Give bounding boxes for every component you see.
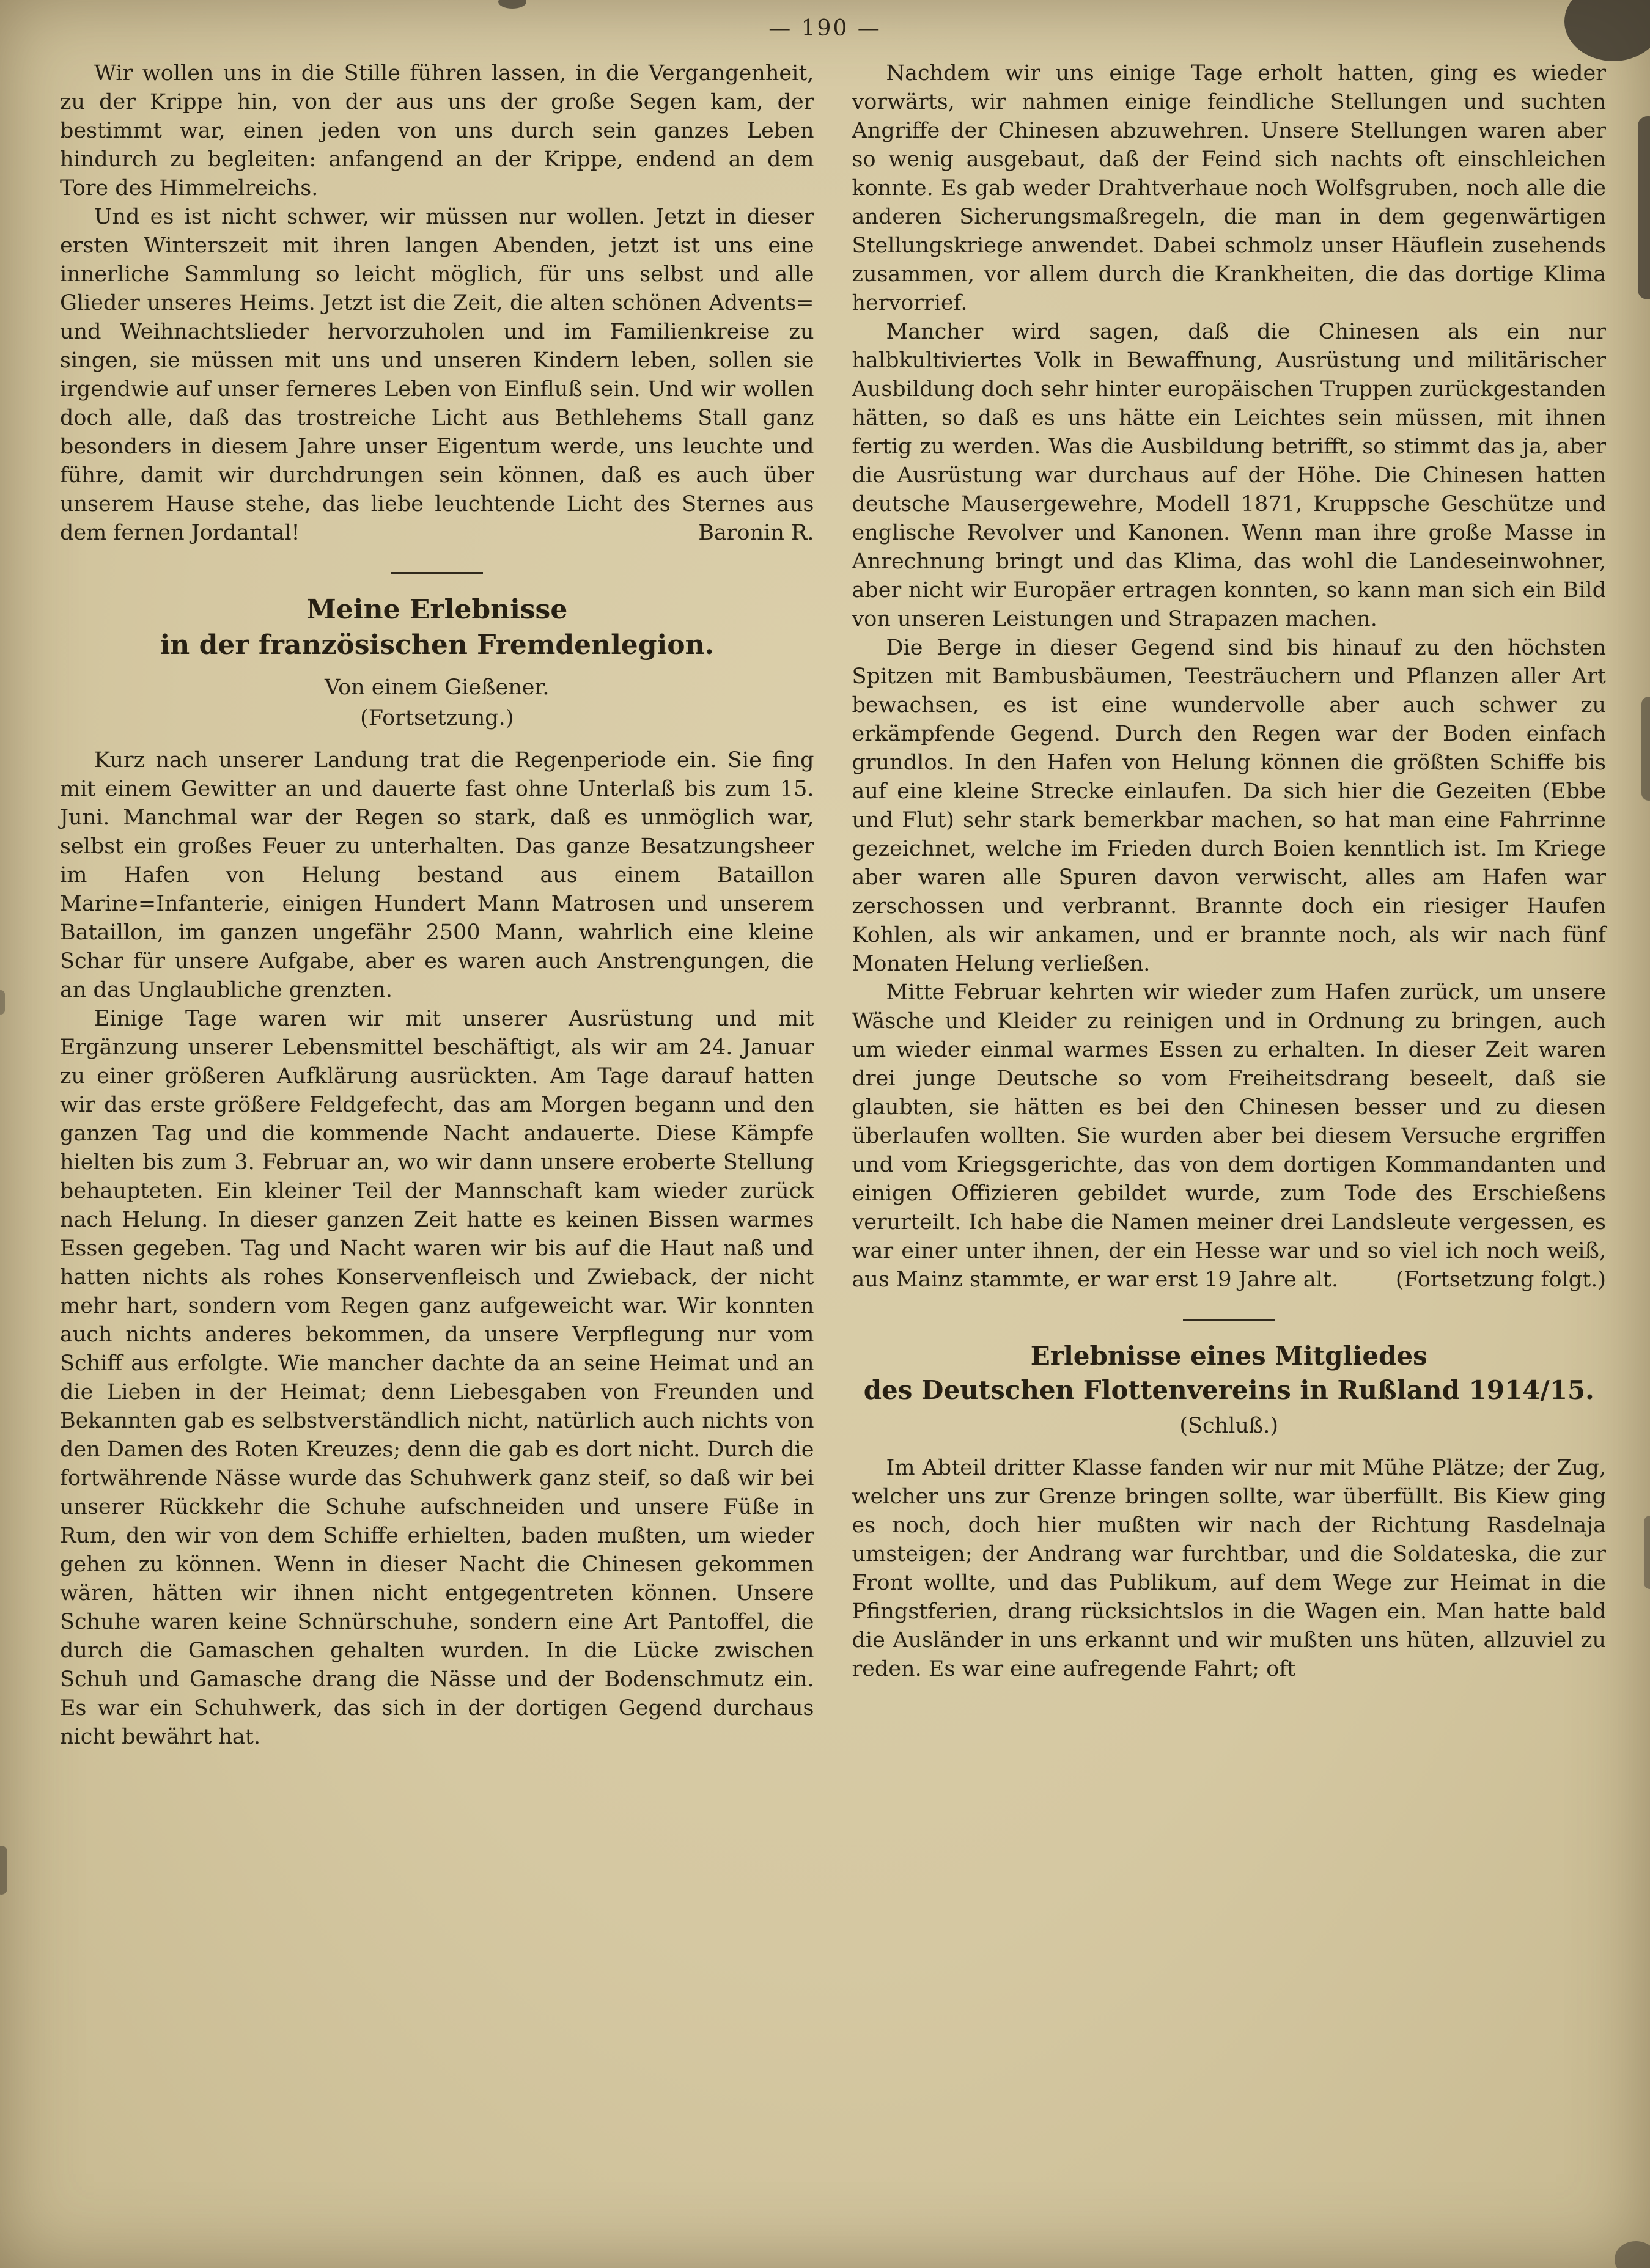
- article-paragraph-with-end-note: [852, 978, 1607, 1294]
- scan-artifact: [1638, 116, 1650, 299]
- intro-paragraph-text: Und es ist nicht schwer, wir müssen nur wollen. Jetzt in dieser ersten Winterszeit mit ihren langen Abenden, jetzt ist uns eine innerliche Sammlung so leicht möglich, für uns selbst und alle Glieder unseres Heims. Jetzt ist die Zeit, die alten schönen Advents= und Weihnachtslieder hervorzuholen und im Familienkreise zu singen, sie müssen mit uns und unseren Kindern leben, sollen sie irgendwie auf unser ferneres Leben von Einfluß sein. Und wir wollen doch alle, daß das trostreiche Licht aus Bethlehems Stall ganz besonders in diesem Jahre unser Eigentum werde, uns leuchte und führe, damit wir durchdrungen sein können, daß es auch über unserem Hause stehe, das liebe leuchtende Licht des Sternes aus dem fernen Jordantal!: [60, 205, 814, 545]
- article-paragraph: Mancher wird sagen, daß die Chinesen als ein nur halbkultiviertes Volk in Bewaffnung, Ausrüstung und militärischer Ausbildung doch sehr hinter europäischen Truppen zurückgestanden hätten, so daß es uns hätte ein Leichtes sein müssen, mit ihnen fertig zu werden. Was die Ausbildung betrifft, so stimmt das ja, aber die Ausrüstung war durchaus auf der Höhe. Die Chinesen hatten deutsche Mausergewehre, Modell 1871, Kruppsche Geschütze und englische Revolver und Kanonen. Wenn man ihre große Masse in Anrechnung bringt und das Klima, das wohl die Landeseinwohner, aber nicht wir Europäer ertragen konnten, so kann man sich ein Bild von unseren Leistungen und Strapazen machen.: [852, 320, 1606, 631]
- page-number: — 190 —: [768, 16, 882, 41]
- article-paragraph: Nachdem wir uns einige Tage erholt hatten, ging es wieder vorwärts, wir nahmen einige feindliche Stellungen und suchten Angriffe der Chinesen abzuwehren. Unsere Stellungen waren aber so wenig ausgebaut, daß der Feind sich nachts oft einschleichen konnte. Es gab weder Drahtverhaue noch Wolfsgruben, noch alle die anderen Sicherungsmaßregeln, die man in dem gegenwärtigen Stellungskriege anwendet. Dabei schmolz unser Häuflein zusehends zusammen, vor allem durch die Krankheiten, die das dortige Klima hervorrief.: [852, 61, 1606, 315]
- intro-paragraph-with-signature: [60, 203, 814, 548]
- scan-artifact: [1615, 2241, 1650, 2268]
- scan-artifact: [1644, 1516, 1650, 1589]
- article-conclusion-note: (Schluß.): [1179, 1414, 1279, 1438]
- article-paragraph: Einige Tage waren wir mit unserer Ausrüstung und mit Ergänzung unserer Lebensmittel beschäftigt, als wir am 24. Januar zu einer größeren Aufklärung ausrückten. Am Tage darauf hatten wir das erste größere Feldgefecht, das am Morgen begann und den ganzen Tag und die kommende Nacht andauerte. Diese Kämpfe hielten bis zum 3. Februar an, wo wir dann unsere eroberte Stellung behaupteten. Ein kleiner Teil der Mannschaft kam wieder zurück nach Helung. In dieser ganzen Zeit hatte es keinen Bissen warmes Essen gegeben. Tag und Nacht waren wir bis auf die Haut naß und hatten nichts als rohes Konservenfleisch und Zwieback, der nicht mehr hart, sondern vom Regen ganz aufgeweicht war. Wir konnten auch nichts anderes bekommen, da unsere Verpflegung nur vom Schiff aus erfolgte. Wie mancher dachte da an seine Heimat und an die Lieben in der Heimat; denn Liebesgaben von Freunden und Bekannten gab es selbstverständlich nicht, natürlich auch nichts von den Damen des Roten Kreuzes; denn die gab es dort nicht. Durch die fortwährende Nässe wurde das Schuhwerk ganz steif, so daß wir bei unserer Rückkehr die Schuhe aufschneiden und unsere Füße in Rum, den wir von dem Schiffe erhielten, baden mußten, um wieder gehen zu können. Wenn in dieser Nacht die Chinesen gekommen wären, hätten wir ihnen nicht entgegentreten können. Unsere Schuhe waren keine Schnürschuhe, sondern eine Art Pantoffel, die durch die Gamaschen gehalten wurden. In die Lücke zwischen Schuh und Gamasche drang die Nässe und der Bodenschmutz ein. Es war ein Schuhwerk, das sich in der dortigen Gegend durchaus nicht bewährt hat.: [60, 1007, 814, 1749]
- intro-paragraph: Wir wollen uns in die Stille führen lassen, in die Vergangenheit, zu der Krippe hin, von der aus uns der große Segen kam, der bestimmt war, einen jeden von uns durch sein ganzes Leben hindurch zu begleiten: anfangend an der Krippe, endend an dem Tore des Himmelreichs.: [60, 61, 814, 200]
- article-paragraph: Die Berge in dieser Gegend sind bis hinauf zu den höchsten Spitzen mit Bambusbäumen, Teesträuchern und Pflanzen aller Art bewachsen, es ist eine wundervolle aber auch schwer zu erkämpfende Gegend. Durch den Regen war der Boden einfach grundlos. In den Hafen von Helung können die größten Schiffe bis auf eine kleine Strecke einlaufen. Da sich hier die Gezeiten (Ebbe und Flut) sehr stark bemerkbar machen, so hat man eine Fahrrinne gezeichnet, welche im Frieden durch Boien kenntlich ist. Im Kriege aber waren alle Spuren davon verwischt, alles am Hafen war zerschossen und verbrannt. Brannte doch ein riesiger Haufen Kohlen, als wir ankamen, und er brannte noch, als wir nach fünf Monaten Helung verließen.: [852, 636, 1606, 976]
- article-paragraph: Kurz nach unserer Landung trat die Regenperiode ein. Sie fing mit einem Gewitter an und dauerte fast ohne Unterlaß bis zum 15. Juni. Manchmal war der Regen so stark, daß es unmöglich war, selbst ein großes Feuer zu unterhalten. Das ganze Besatzungsheer im Hafen von Helung bestand aus einem Bataillon Marine=Infanterie, einigen Hundert Mann Matrosen und unserem Bataillon, im ganzen ungefähr 2500 Mann, wahrlich eine kleine Schar für unsere Aufgabe, aber es waren auch Anstrengungen, die an das Unglaubliche grenzten.: [60, 748, 814, 1002]
- section-divider-rule: [391, 572, 483, 574]
- to-be-continued-note: (Fortsetzung folgt.): [1395, 1268, 1606, 1292]
- article-title-line-2: des Deutschen Flottenvereins in Rußland 1914/15.: [863, 1375, 1594, 1405]
- section-divider-rule: [1183, 1319, 1275, 1321]
- author-signature: Baronin R.: [698, 521, 814, 545]
- article-title-line-1: Erlebnisse eines Mitgliedes: [1030, 1341, 1427, 1371]
- left-column: [60, 59, 814, 1752]
- article-title-line-2: in der französischen Fremdenlegion.: [160, 629, 714, 661]
- article-continuation-note: (Fortsetzung.): [360, 706, 514, 730]
- scan-artifact: [1641, 697, 1650, 801]
- article-paragraph: Im Abteil dritter Klasse fanden wir nur mit Mühe Plätze; der Zug, welcher uns zur Grenze bringen sollte, war überfüllt. Bis Kiew ging es noch, doch hier mußten wir nach der Richtung Rasdelnaja umsteigen; der Andrang war furchtbar, und die Soldateska, die zur Front wollte, und das Publikum, auf dem Wege zur Heimat in die Pfingstferien, drang rücksichtslos in die Wagen ein. Man hatte bald die Ausländer in uns erkannt und wir mußten uns hüten, allzuviel zu reden. Es war eine aufregende Fahrt; oft: [852, 1456, 1606, 1681]
- right-column: [852, 59, 1607, 1684]
- article-title: [852, 1339, 1607, 1407]
- article-byline: Von einem Gießener.: [325, 675, 550, 700]
- article-paragraph-text: Mitte Februar kehrten wir wieder zum Hafen zurück, um unsere Wäsche und Kleider zu reinigen und in Ordnung zu bringen, auch um wieder einmal warmes Essen zu erhalten. In dieser Zeit waren drei junge Deutsche so vom Freiheitsdrang beseelt, daß sie glaubten, sie hätten es bei den Chinesen besser und zu diesen überlaufen wollten. Sie wurden aber bei diesem Versuche ergriffen und vom Kriegsgerichte, das von dem dortigen Kommandanten und einigen Offizieren gebildet wurde, zum Tode des Erschießens verurteilt. Ich habe die Namen meiner drei Landsleute vergessen, es war einer unter ihnen, der ein Hesse war und so viel ich noch weiß, aus Mainz stammte, er war erst 19 Jahre alt.: [852, 980, 1606, 1292]
- article-title-line-1: Meine Erlebnisse: [306, 594, 568, 625]
- scan-artifact: [0, 990, 5, 1015]
- two-column-layout: [0, 41, 1650, 1752]
- article-title: [60, 592, 814, 663]
- scan-artifact: [0, 1846, 7, 1895]
